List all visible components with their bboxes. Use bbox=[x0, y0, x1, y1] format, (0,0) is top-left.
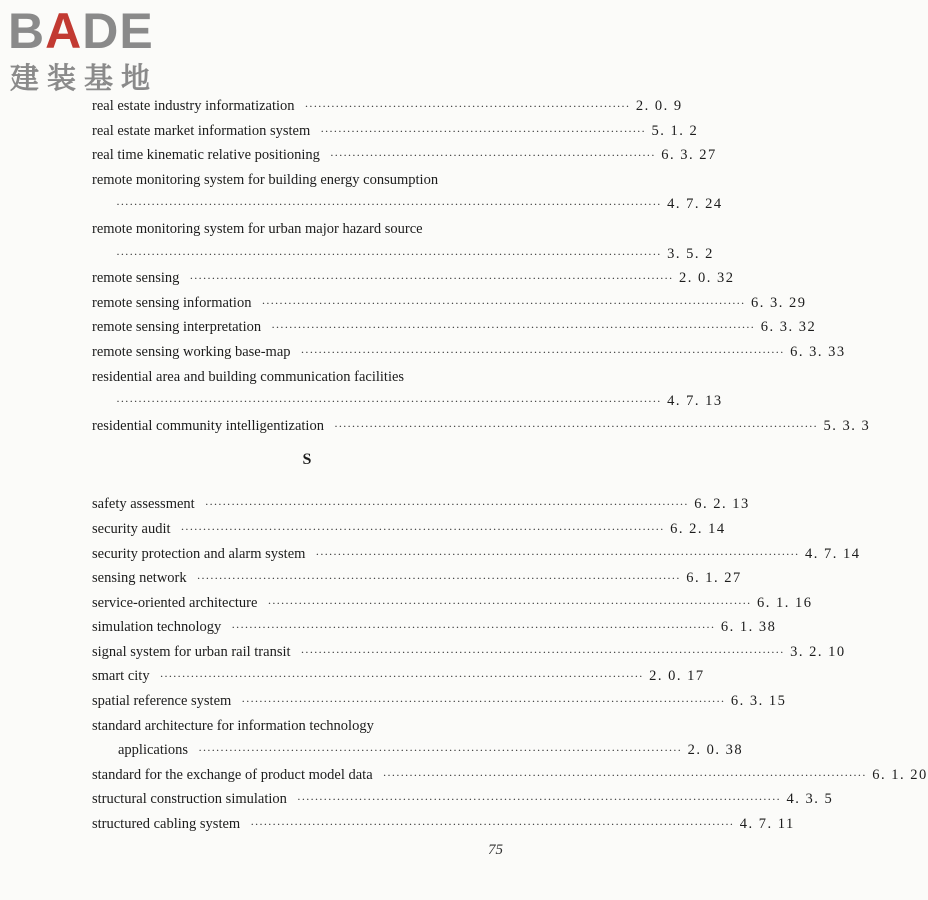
leader-dots: ·········································································· bbox=[329, 148, 656, 163]
bade-logo bbox=[8, 3, 178, 96]
entry-ref: 4. 7. 13 bbox=[667, 393, 723, 410]
page-number: 75 bbox=[488, 842, 503, 858]
entry-ref: 6. 3. 33 bbox=[790, 343, 846, 360]
entry-ref: 2. 0. 17 bbox=[649, 668, 705, 685]
entry-term: security audit bbox=[92, 520, 171, 537]
entry-term: structured cabling system bbox=[92, 816, 241, 833]
entry-term: real estate market information system bbox=[92, 122, 311, 139]
index-list bbox=[92, 94, 928, 837]
index-entry-continuation bbox=[92, 192, 723, 217]
entry-term: remote sensing interpretation bbox=[92, 319, 262, 336]
index-entry bbox=[92, 787, 834, 812]
leader-dots: ·············································································································· bbox=[159, 669, 644, 684]
leader-dots: ·············································································································· bbox=[198, 743, 682, 758]
entry-ref: 6. 3. 29 bbox=[751, 294, 807, 311]
leader-dots: ·············································································································· bbox=[333, 418, 818, 433]
index-entry bbox=[92, 542, 861, 567]
index-entry bbox=[92, 340, 846, 365]
entry-term: safety assessment bbox=[92, 496, 195, 513]
entry-term: remote sensing working base-map bbox=[92, 343, 291, 360]
index-entry bbox=[92, 566, 742, 591]
leader-dots: ·············································································································· bbox=[180, 521, 665, 536]
leader-dots: ·············································································································· bbox=[296, 792, 781, 807]
entry-ref: 6. 1. 27 bbox=[686, 570, 742, 587]
entry-ref: 4. 7. 24 bbox=[667, 196, 723, 213]
entry-term: signal system for urban rail transit bbox=[92, 643, 291, 660]
leader-dots: ·············································································································· bbox=[267, 595, 752, 610]
leader-dots: ·············································································································· bbox=[315, 546, 799, 561]
entry-ref: 6. 1. 20 bbox=[872, 766, 928, 783]
entry-ref: 4. 7. 14 bbox=[805, 545, 861, 562]
logo-wordmark: BADE bbox=[8, 3, 154, 59]
leader-dots: ·············································································································· bbox=[300, 644, 785, 659]
entry-ref: 5. 1. 2 bbox=[651, 122, 699, 139]
entry-term: smart city bbox=[92, 668, 150, 685]
entry-ref: 6. 1. 38 bbox=[720, 619, 777, 636]
entry-term: remote sensing bbox=[92, 270, 180, 287]
entry-ref: 5. 3. 3 bbox=[823, 417, 871, 434]
entry-ref: 6. 2. 14 bbox=[670, 520, 726, 537]
entry-term: remote monitoring system for urban major hazard source bbox=[92, 220, 423, 237]
entry-term: security protection and alarm system bbox=[92, 545, 306, 562]
leader-dots: ·············································································································· bbox=[250, 817, 734, 832]
entry-ref: 6. 3. 27 bbox=[661, 147, 717, 164]
index-entry bbox=[92, 315, 817, 340]
entry-ref: 3. 5. 2 bbox=[667, 245, 714, 262]
index-entry bbox=[92, 94, 683, 119]
leader-dots: ·············································································································· bbox=[271, 320, 755, 335]
section-letter-heading: S bbox=[302, 451, 312, 469]
logo-chinese-text: 建装基地 bbox=[10, 61, 159, 95]
index-entry-continuation bbox=[92, 389, 723, 414]
leader-dots: ···························································································································· bbox=[116, 246, 662, 261]
index-entry bbox=[92, 812, 795, 837]
entry-ref: 4. 7. 11 bbox=[739, 816, 795, 833]
entry-term: remote sensing information bbox=[92, 294, 252, 311]
entry-ref: 4. 3. 5 bbox=[786, 791, 834, 808]
entry-term: service-oriented architecture bbox=[92, 594, 258, 611]
entry-term: real time kinematic relative positioning bbox=[92, 147, 320, 164]
index-entry bbox=[92, 168, 522, 193]
leader-dots: ·············································································································· bbox=[196, 571, 681, 586]
leader-dots: ·············································································································· bbox=[204, 497, 689, 512]
leader-dots: ·············································································································· bbox=[189, 271, 673, 286]
entry-ref: 2. 0. 9 bbox=[635, 98, 683, 114]
entry-ref: 2. 0. 38 bbox=[687, 742, 744, 759]
entry-term: simulation technology bbox=[92, 619, 222, 636]
leader-dots: ·········································································· bbox=[304, 99, 630, 113]
index-entry bbox=[92, 414, 871, 439]
leader-dots: ·············································································································· bbox=[261, 295, 746, 310]
index-entry bbox=[92, 217, 522, 242]
index-entry bbox=[92, 291, 807, 316]
entry-ref: 6. 2. 13 bbox=[694, 496, 750, 513]
entry-ref: 6. 1. 16 bbox=[757, 594, 813, 611]
leader-dots: ·········································································· bbox=[320, 123, 646, 138]
index-entry bbox=[92, 119, 699, 144]
entry-ref: 6. 3. 32 bbox=[760, 319, 817, 336]
entry-term: structural construction simulation bbox=[92, 791, 287, 808]
entry-term: standard architecture for information technology bbox=[92, 717, 374, 734]
entry-term: spatial reference system bbox=[92, 693, 232, 710]
index-entry bbox=[92, 689, 787, 714]
leader-dots: ·············································································································· bbox=[231, 620, 715, 635]
entry-term: real estate industry informatization bbox=[92, 98, 295, 114]
index-entry bbox=[92, 492, 750, 517]
entry-term: remote monitoring system for building energy consumption bbox=[92, 171, 439, 188]
entry-term-continuation: applications bbox=[118, 742, 189, 759]
index-entry-continuation bbox=[92, 738, 744, 763]
leader-dots: ·············································································································· bbox=[300, 344, 785, 359]
entry-term: standard for the exchange of product model data bbox=[92, 766, 373, 783]
index-entry bbox=[92, 591, 813, 616]
index-entry-continuation bbox=[92, 242, 714, 267]
index-entry bbox=[92, 664, 705, 689]
leader-dots: ···························································································································· bbox=[116, 394, 662, 409]
leader-dots: ···························································································································· bbox=[116, 197, 662, 212]
index-entry bbox=[92, 615, 777, 640]
entry-ref: 2. 0. 32 bbox=[678, 270, 735, 287]
index-entry bbox=[92, 640, 846, 665]
index-entry bbox=[92, 365, 522, 390]
entry-ref: 6. 3. 15 bbox=[730, 693, 787, 710]
index-entry bbox=[92, 266, 735, 291]
leader-dots: ·············································································································· bbox=[382, 767, 867, 782]
entry-term: residential community intelligentization bbox=[92, 417, 324, 434]
index-entry bbox=[92, 517, 726, 542]
index-entry bbox=[92, 714, 522, 739]
index-entry bbox=[92, 143, 717, 168]
entry-term: sensing network bbox=[92, 570, 187, 587]
leader-dots: ·············································································································· bbox=[241, 694, 725, 709]
entry-term: residential area and building communication facilities bbox=[92, 368, 405, 385]
index-entry bbox=[92, 763, 928, 788]
entry-ref: 3. 2. 10 bbox=[790, 643, 846, 660]
